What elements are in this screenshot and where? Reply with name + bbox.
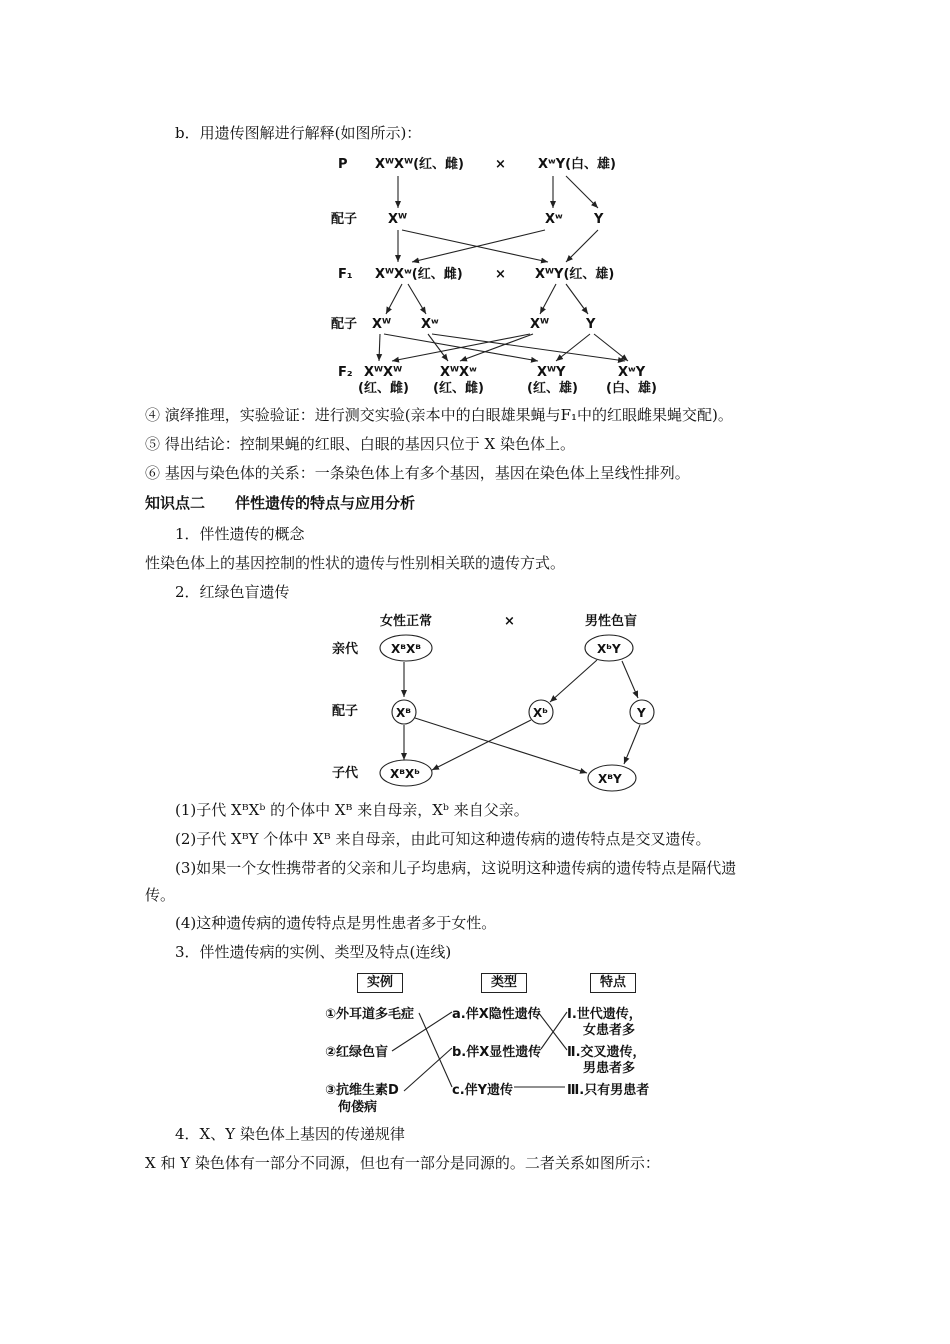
para-6: ⑥ 基因与染色体的关系：一条染色体上有多个基因，基因在染色体上呈线性排列。 <box>145 464 690 482</box>
row-label-f2: F₂ <box>338 365 353 380</box>
q4: (4)这种遗传病的遗传特点是男性患者多于女性。 <box>175 914 497 932</box>
row-label-f1: F₁ <box>338 267 353 282</box>
row-child: 子代 <box>332 766 359 781</box>
row-label-p: P <box>338 157 348 172</box>
example-2: ②红绿色盲 <box>325 1045 389 1060</box>
f1-female: XᵂXʷ(红、雌) <box>375 267 463 282</box>
feature-1-line2: 女患者多 <box>583 1023 636 1038</box>
p-male: XʷY(白、雄) <box>538 157 617 172</box>
q2: (2)子代 XᴮY 个体中 Xᴮ 来自母亲，由此可知这种遗传病的遗传特点是交叉遗传。 <box>175 830 711 848</box>
gamete1-c: Y <box>594 212 604 227</box>
male-colorblind-label: 男性色盲 <box>585 614 638 629</box>
s1-body: 性染色体上的基因控制的性状的遗传与性别相关联的遗传方式。 <box>145 554 566 572</box>
para-5: ⑤ 得出结论：控制果蝇的红眼、白眼的基因只位于 X 染色体上。 <box>145 435 575 453</box>
parent-male: XᵇY <box>597 642 621 656</box>
f2-pheno-3: (红、雄) <box>527 381 578 396</box>
f2-geno-1: XᵂXᵂ <box>364 365 403 380</box>
s4-title: 4．X、Y 染色体上基因的传递规律 <box>175 1125 405 1143</box>
f2-pheno-4: (白、雄) <box>606 381 657 396</box>
s3-title: 3．伴性遗传病的实例、类型及特点(连线) <box>175 943 452 961</box>
type-b: b.伴X显性遗传 <box>452 1045 542 1060</box>
gamete-xB: Xᴮ <box>396 706 412 720</box>
example-3-line1: ③抗维生素D <box>325 1083 399 1098</box>
f2-geno-3: XᵂY <box>537 365 566 380</box>
row-gamete: 配子 <box>332 704 359 719</box>
feature-3: Ⅲ.只有男患者 <box>567 1083 650 1098</box>
q3-line1: (3)如果一个女性携带者的父亲和儿子均患病，这说明这种遗传病的遗传特点是隔代遗 <box>175 859 737 877</box>
gamete2-d: Y <box>586 317 596 332</box>
header-type: 类型 <box>481 973 527 993</box>
colorblind-diagram <box>0 608 950 798</box>
f2-pheno-2: (红、雌) <box>433 381 484 396</box>
female-normal-label: 女性正常 <box>380 614 433 629</box>
type-c: c.伴Y遗传 <box>452 1083 514 1098</box>
s2-title: 2．红绿色盲遗传 <box>175 583 290 601</box>
fruitfly-cross-diagram <box>0 150 950 400</box>
gamete1-a: Xᵂ <box>388 212 408 227</box>
header-example: 实例 <box>357 973 403 993</box>
gamete2-c: Xᵂ <box>530 317 550 332</box>
row-label-gamete2: 配子 <box>331 317 358 332</box>
child-female: XᴮXᵇ <box>390 767 421 781</box>
f2-geno-4: XʷY <box>618 365 646 380</box>
q3-line2: 传。 <box>145 886 176 904</box>
p-female: XᵂXᵂ(红、雌) <box>375 157 464 172</box>
f1-cross: × <box>495 267 506 282</box>
type-a: a.伴X隐性遗传 <box>452 1007 541 1022</box>
feature-2-line2: 男患者多 <box>583 1061 636 1076</box>
para-4: ④ 演绎推理，实验验证：进行测交实验(亲本中的白眼雄果蝇与F₁中的红眼雌果蝇交配)。 <box>145 406 733 424</box>
section-title: 知识点二 伴性遗传的特点与应用分析 <box>145 494 416 512</box>
cross-symbol: × <box>504 614 515 629</box>
f2-geno-2: XᵂXʷ <box>440 365 477 380</box>
f2-pheno-1: (红、雌) <box>358 381 409 396</box>
feature-1-line1: Ⅰ.世代遗传， <box>567 1007 642 1022</box>
s4-body: X 和 Y 染色体有一部分不同源，但也有一部分是同源的。二者关系如图所示： <box>145 1154 660 1172</box>
gamete-xb: Xᵇ <box>533 706 548 720</box>
header-feature: 特点 <box>590 973 636 993</box>
p-cross: × <box>495 157 506 172</box>
gamete2-b: Xʷ <box>421 317 439 332</box>
gamete1-b: Xʷ <box>545 212 563 227</box>
row-parent: 亲代 <box>332 642 359 657</box>
f1-male: XᵂY(红、雄) <box>535 267 615 282</box>
example-3-line2: 佝偻病 <box>338 1100 378 1115</box>
intro-b: b．用遗传图解进行解释(如图所示)： <box>175 124 422 142</box>
child-male: XᴮY <box>598 772 622 786</box>
gamete2-a: Xᵂ <box>372 317 392 332</box>
matching-lines <box>0 990 950 1110</box>
feature-2-line1: Ⅱ.交叉遗传， <box>567 1045 646 1060</box>
s1-title: 1．伴性遗传的概念 <box>175 525 305 543</box>
example-1: ①外耳道多毛症 <box>325 1007 415 1022</box>
parent-female: XᴮXᴮ <box>391 642 422 656</box>
row-label-gamete1: 配子 <box>331 212 358 227</box>
gamete-y: Y <box>637 706 646 720</box>
q1: (1)子代 XᴮXᵇ 的个体中 Xᴮ 来自母亲，Xᵇ 来自父亲。 <box>175 801 529 819</box>
